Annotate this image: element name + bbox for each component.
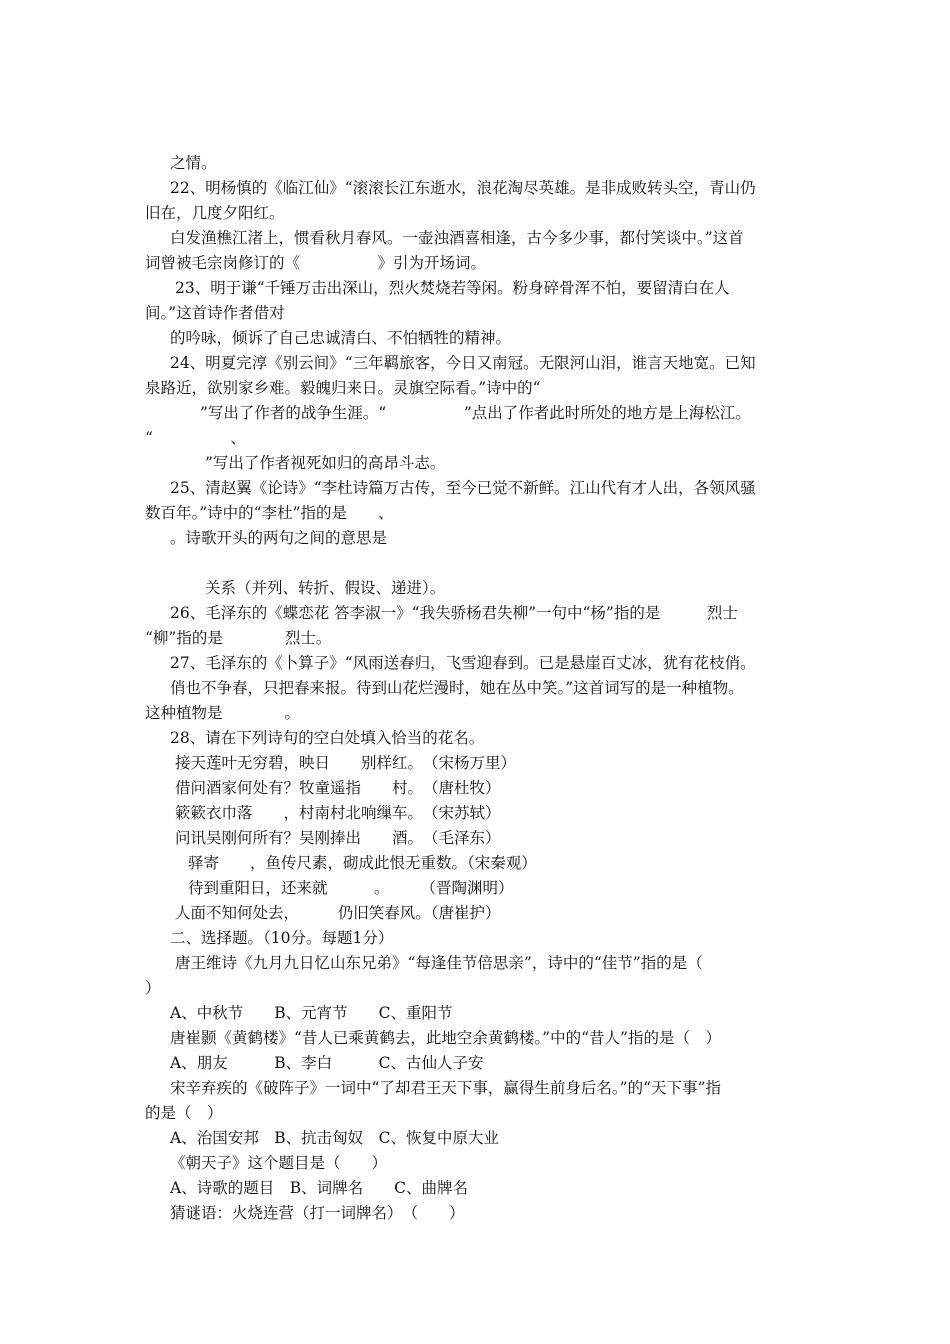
poem-line: 待到重阳日，还来就 。 （晋陶渊明） bbox=[188, 879, 514, 897]
question-24-line: 24、明夏完淳《别云间》“三年羁旅客，今日又南冠。无限河山泪，谁言天地宽。已知 bbox=[170, 354, 756, 372]
question-28-line: 28、请在下列诗句的空白处填入恰当的花名。 bbox=[170, 729, 485, 747]
text-line: 俏也不争春，只把春来报。待到山花烂漫时，她在丛中笑。”这首词写的是一种植物。 bbox=[170, 679, 744, 697]
choice-question: 唐崔颢《黄鹤楼》“昔人已乘黄鹤去，此地空余黄鹤楼。”中的“昔人”指的是（ ） bbox=[170, 1029, 721, 1047]
text-line: 的吟咏，倾诉了自己忠诚清白、不怕牺牲的精神。 bbox=[170, 329, 512, 347]
question-22-line: 22、明杨慎的《临江仙》“滚滚长江东逝水，浪花淘尽英雄。是非成败转头空，青山仍 bbox=[170, 179, 756, 197]
text-line: 之情。 bbox=[170, 154, 217, 172]
poem-line: 问讯吴刚何所有？吴刚捧出 酒。 （毛泽东） bbox=[175, 829, 501, 847]
text-line: 的是（ ） bbox=[145, 1104, 223, 1122]
poem-line: 驿寄 ，鱼传尺素，砌成此恨无重数。（宋秦观） bbox=[188, 854, 537, 872]
question-27-line: 27、毛泽东的《卜算子》“风雨送春归，飞雪迎春到。已是悬崖百丈冰，犹有花枝俏。 bbox=[170, 654, 756, 672]
text-line: ） bbox=[145, 979, 161, 997]
question-26-line: 26、毛泽东的《蝶恋花 答李淑一》“我失骄杨君失柳”一句中“杨”指的是 烈士 bbox=[170, 604, 738, 622]
text-line: 关系（并列、转折、假设、递进）。 bbox=[205, 579, 446, 597]
question-25-line: 25、清赵翼《论诗》“李杜诗篇万古传，至今已觉不新鲜。江山代有才人出，各领风骚 bbox=[170, 479, 756, 497]
choice-question: 宋辛弃疾的《破阵子》一词中“了却君王天下事，赢得生前身后名。”的“天下事”指 bbox=[170, 1079, 721, 1097]
text-line: ”写出了作者的战争生涯。“ ”点出了作者此时所处的地方是上海松江。 bbox=[200, 404, 751, 422]
choice-question: 《朝天子》这个题目是（ ） bbox=[170, 1154, 388, 1172]
text-line: 词曾被毛宗岗修订的《 》引为开场词。 bbox=[145, 254, 487, 272]
poem-line: 人面不知何处去， 仍旧笑春风。（唐崔护） bbox=[175, 904, 501, 922]
choice-question: 唐王维诗《九月九日忆山东兄弟》“每逢佳节倍思亲”，诗中的“佳节”指的是（ bbox=[175, 954, 703, 972]
choice-options: A、治国安邦 B、抗击匈奴 C、恢复中原大业 bbox=[170, 1129, 499, 1147]
text-line: 这种植物是 。 bbox=[145, 704, 301, 722]
text-line: “柳”指的是 烈士。 bbox=[145, 629, 332, 647]
choice-options: A、中秋节 B、元宵节 C、重阳节 bbox=[170, 1004, 453, 1022]
choice-options: A、朋友 B、李白 C、古仙人子安 bbox=[170, 1054, 484, 1072]
poem-line: 借问酒家何处有？牧童遥指 村。 （唐杜牧） bbox=[175, 779, 501, 797]
poem-line: 接天莲叶无穷碧，映日 别样红。 （宋杨万里） bbox=[175, 754, 517, 772]
text-line: 泉路近，欲别家乡难。毅魄归来日。灵旗空际看。”诗中的“ bbox=[145, 379, 541, 397]
choice-options: A、诗歌的题目 B、词牌名 C、曲牌名 bbox=[170, 1179, 468, 1197]
text-line: “ 、 bbox=[145, 429, 246, 447]
text-line: 数百年。”诗中的“李杜”指的是 、 bbox=[145, 504, 394, 522]
text-line: 间。”这首诗作者借对 bbox=[145, 304, 285, 322]
section-heading: 二、选择题。（10分。每题1分） bbox=[170, 929, 394, 947]
text-line: 白发渔樵江渚上，惯看秋月春风。一壶浊酒喜相逢，古今多少事，都付笑谈中。”这首 bbox=[170, 229, 744, 247]
question-23-line: 23、明于谦“千锤万击出深山，烈火焚烧若等闲。粉身碎骨浑不怕，要留清白在人 bbox=[175, 279, 730, 297]
text-line: 。诗歌开头的两句之间的意思是 bbox=[170, 529, 388, 547]
poem-line: 簌簌衣巾落 ，村南村北响缫车。 （宋苏轼） bbox=[175, 804, 501, 822]
choice-question: 猜谜语：火烧连营（打一词牌名） （ ） bbox=[170, 1204, 465, 1222]
text-line: ”写出了作者视死如归的高昂斗志。 bbox=[205, 454, 446, 472]
text-line: 旧在，几度夕阳红。 bbox=[145, 204, 285, 222]
